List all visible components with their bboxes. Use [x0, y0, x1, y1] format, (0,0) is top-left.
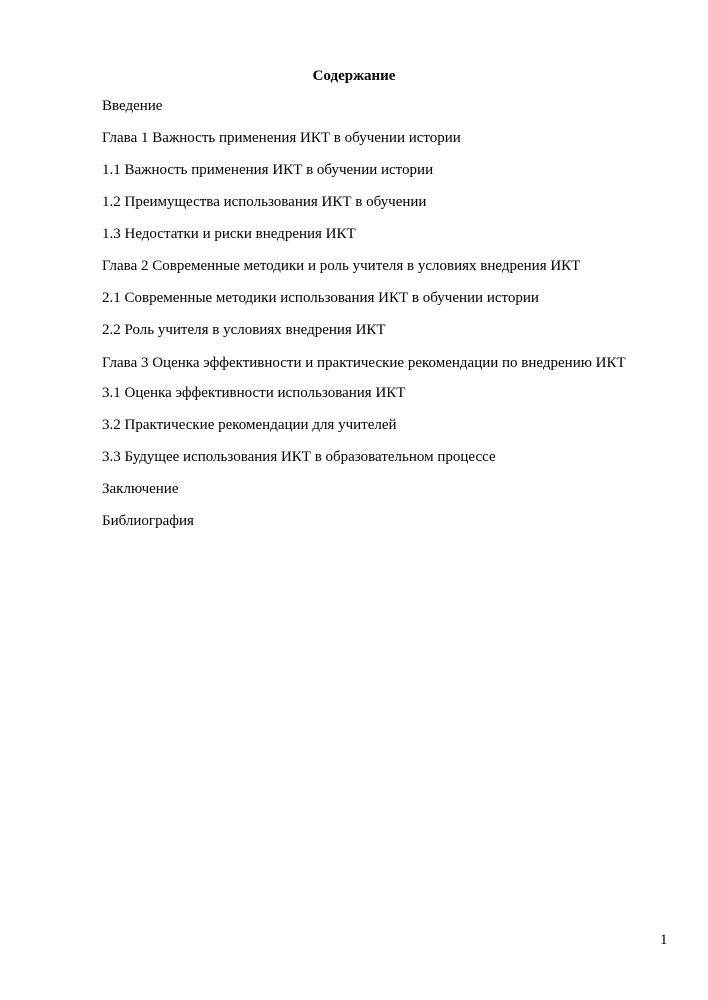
toc-entry-section-2-1: 2.1 Современные методики использования ИКТ в обучении истории	[102, 290, 539, 306]
toc-entry-section-2-2: 2.2 Роль учителя в условиях внедрения ИКТ	[102, 322, 386, 338]
toc-entry-conclusion: Заключение	[102, 481, 179, 497]
toc-entry-chapter-2: Глава 2 Современные методики и роль учителя в условиях внедрения ИКТ	[102, 258, 581, 274]
toc-entry-chapter-1: Глава 1 Важность применения ИКТ в обучении истории	[102, 130, 461, 146]
toc-heading: Содержание	[312, 68, 396, 84]
toc-entry-chapter-3: Глава 3 Оценка эффективности и практические рекомендации по внедрению ИКТ	[102, 355, 626, 371]
toc-entry-section-1-1: 1.1 Важность применения ИКТ в обучении истории	[102, 162, 434, 178]
toc-entry-bibliography: Библиография	[102, 513, 194, 529]
toc-entry-section-1-3: 1.3 Недостатки и риски внедрения ИКТ	[102, 226, 356, 242]
toc-entry-section-3-1: 3.1 Оценка эффективности использования ИКТ	[102, 385, 406, 401]
toc-entry-section-1-2: 1.2 Преимущества использования ИКТ в обучении	[102, 194, 427, 210]
table-of-contents	[102, 96, 674, 543]
toc-entry-section-3-2: 3.2 Практические рекомендации для учителей	[102, 417, 397, 433]
page-number: 1	[660, 932, 668, 948]
toc-entry-introduction: Введение	[102, 98, 163, 114]
toc-entry-section-3-3: 3.3 Будущее использования ИКТ в образовательном процессе	[102, 449, 496, 465]
